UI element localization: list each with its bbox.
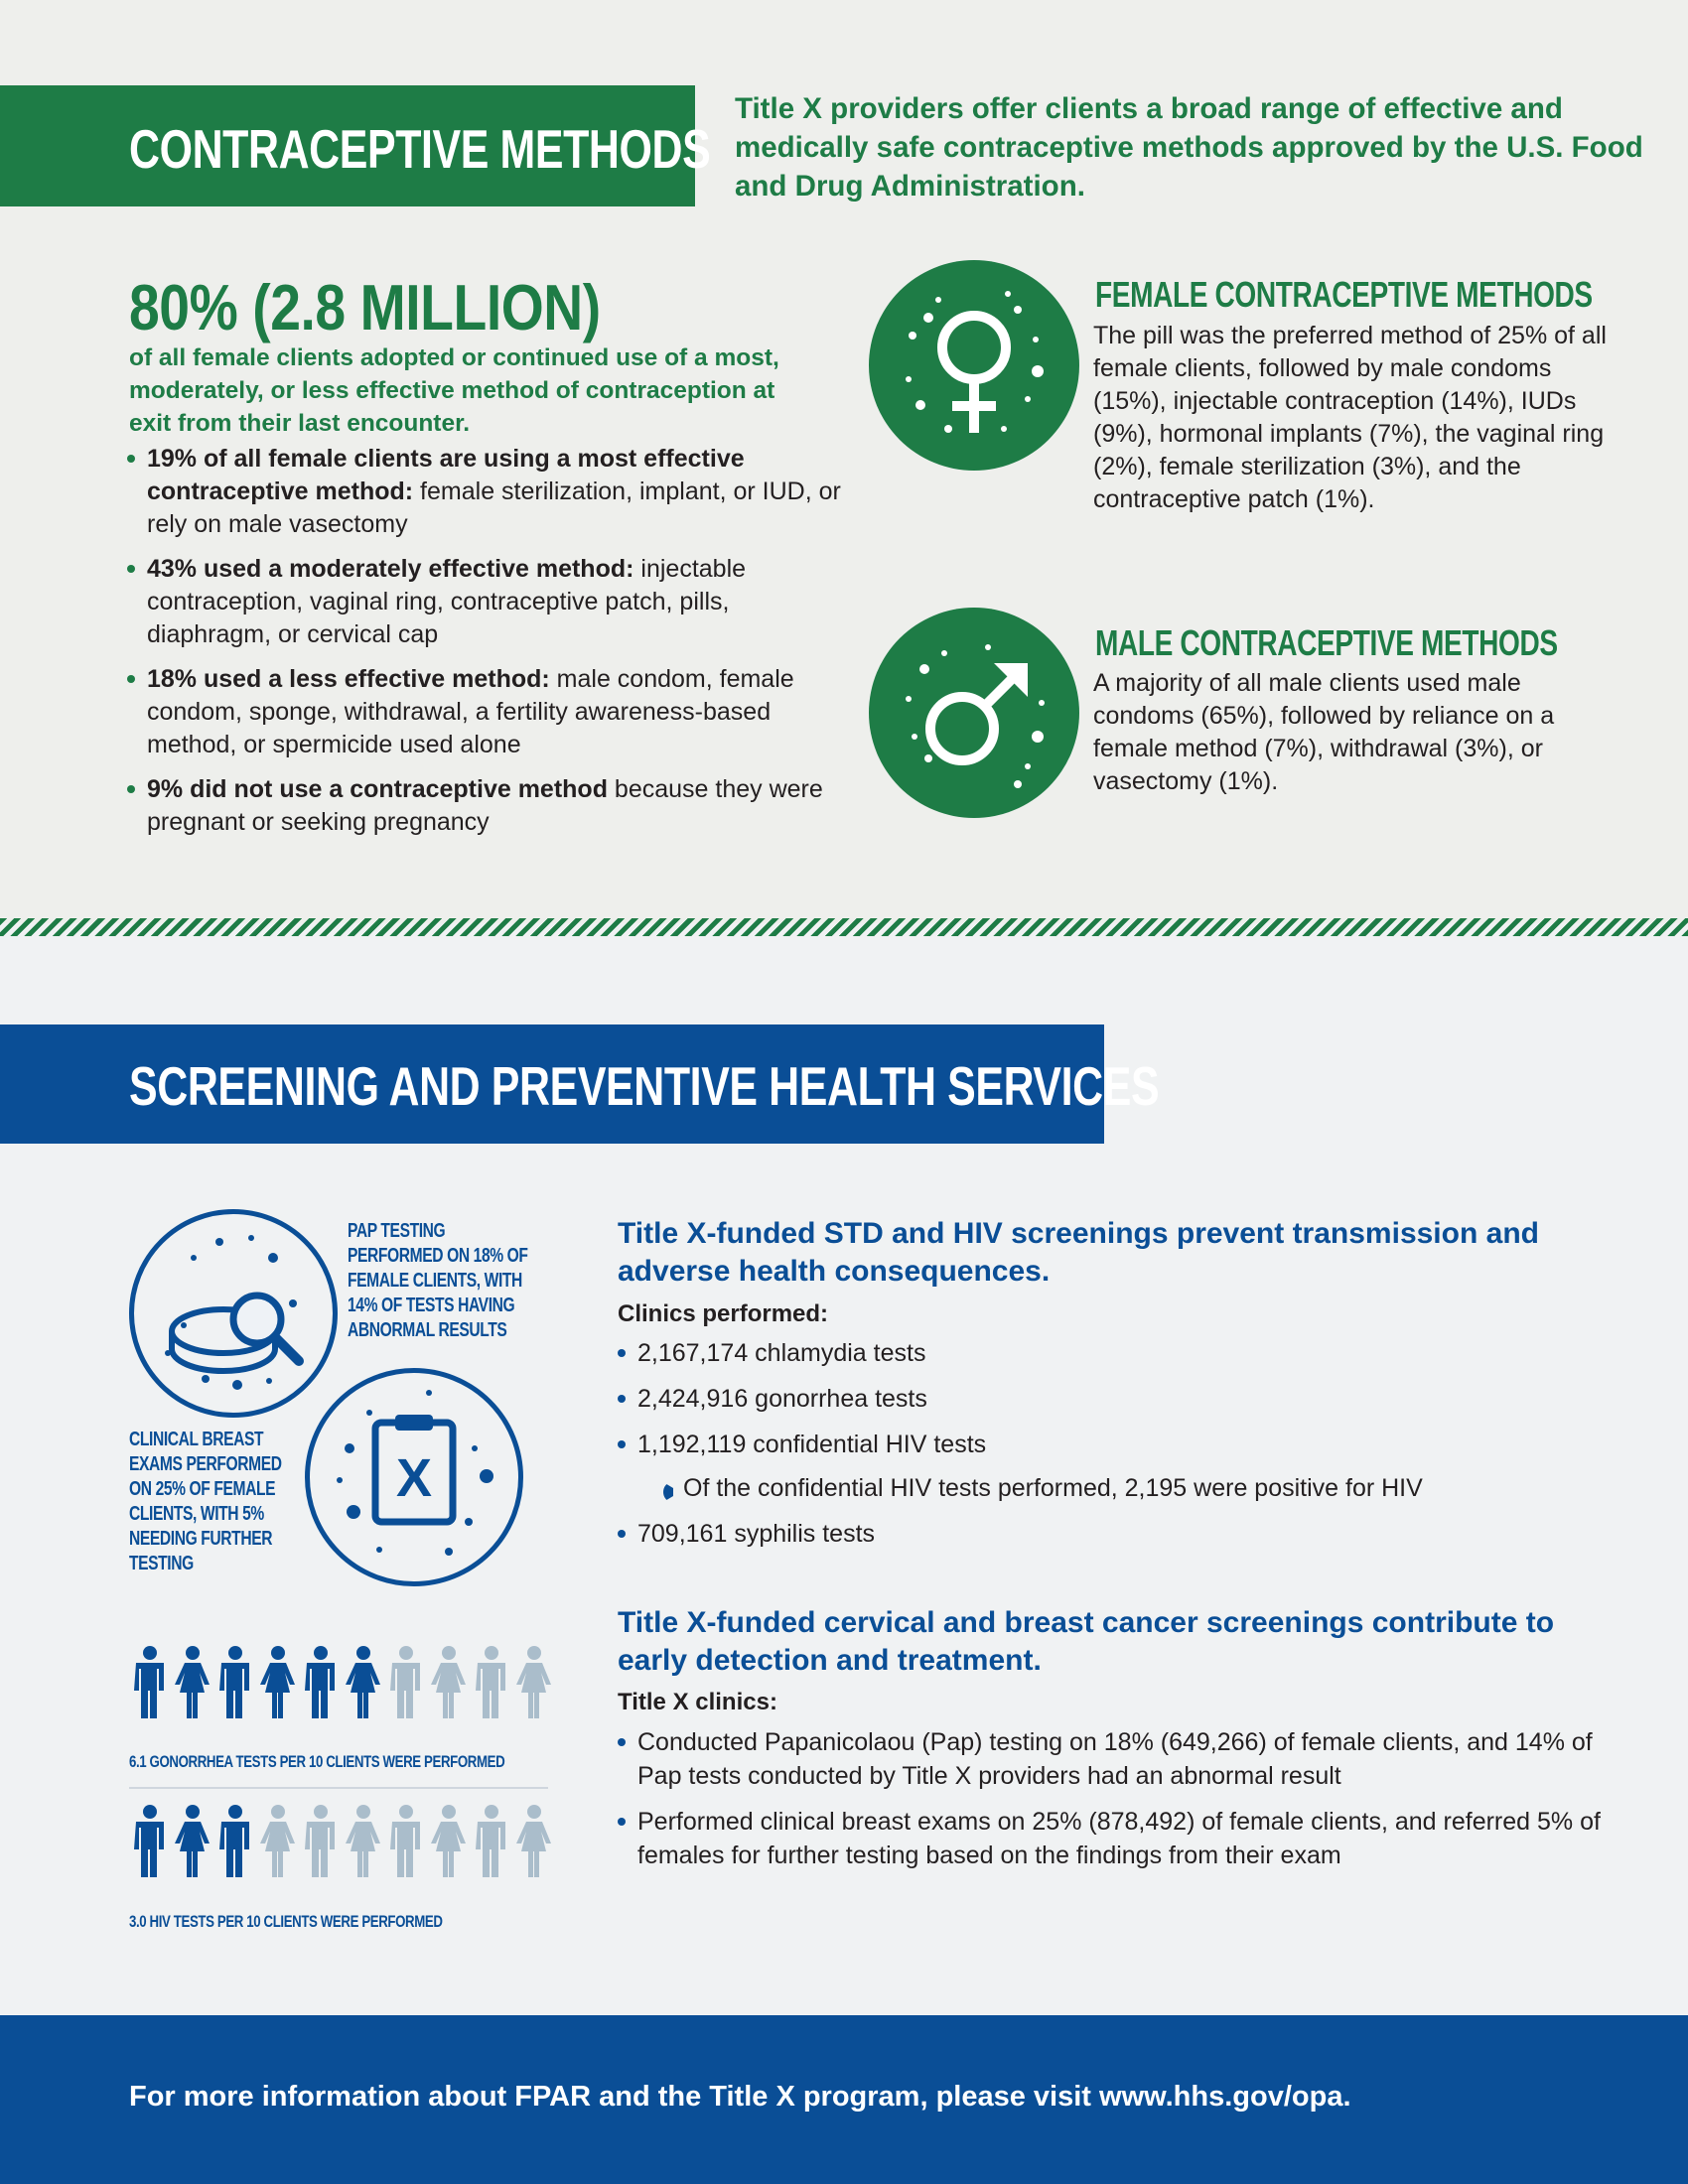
list-item: 19% of all female clients are using a most effective contraceptive method: female sterilization, implant, or IUD, or rely on male vasectomy	[125, 443, 850, 541]
gonorrhea-people-chart	[129, 1646, 556, 1721]
stat-headline: 80% (2.8 MILLION)	[129, 271, 601, 343]
cancer-subheading: Title X clinics:	[618, 1689, 777, 1715]
pap-test-icon	[129, 1209, 338, 1418]
cancer-heading: Title X-funded cervical and breast cancer screenings contribute to early detection and treatment.	[618, 1606, 1555, 1677]
list-item: 2,424,916 gonorrhea tests	[616, 1382, 1618, 1416]
gonorrhea-caption: 6.1 GONORRHEA TESTS PER 10 CLIENTS WERE PERFORMED	[129, 1752, 505, 1771]
contraceptive-intro: Title X providers offer clients a broad range of effective and medically safe contraceptive methods approved by the U.S. Food and Drug Administration.	[735, 92, 1643, 203]
hiv-caption: 3.0 HIV TESTS PER 10 CLIENTS WERE PERFORMED	[129, 1912, 443, 1931]
list-item: 9% did not use a contraceptive method because they were pregnant or seeking pregnancy	[125, 773, 850, 839]
female-person-icon	[516, 1646, 551, 1718]
male-methods-text: A majority of all male clients used male condoms (65%), followed by reliance on a female method (7%), withdrawal (3%), or vasectomy (1%).	[1093, 669, 1555, 795]
male-person-icon	[305, 1646, 335, 1718]
list-item: Performed clinical breast exams on 25% (878,492) of female clients, and referred 5% of females for further testing based on the findings from their exam	[616, 1805, 1609, 1872]
section-divider-hatch	[0, 918, 1688, 936]
female-person-icon	[260, 1646, 295, 1718]
list-item: 43% used a moderately effective method: injectable contraception, vaginal ring, contraceptive patch, pills, diaphragm, or cervical cap	[125, 553, 850, 651]
svg-text:X: X	[395, 1448, 433, 1508]
people-chart-divider	[129, 1787, 548, 1789]
male-person-icon	[219, 1646, 249, 1718]
pap-label: PAP TESTING PERFORMED ON 18% OF FEMALE CLIENTS, WITH 14% OF TESTS HAVING ABNORMAL RESULTS	[348, 1220, 528, 1341]
female-person-icon	[260, 1805, 295, 1877]
list-item: Conducted Papanicolaou (Pap) testing on 18% (649,266) of female clients, and 14% of Pap tests conducted by Title X providers had an abnormal result	[616, 1725, 1609, 1793]
male-person-icon	[219, 1805, 249, 1877]
male-person-icon	[390, 1805, 420, 1877]
list-item: 18% used a less effective method: male condom, female condom, sponge, withdrawal, a fertility awareness-based method, or spermicide used alone	[125, 663, 850, 761]
female-methods-text: The pill was the preferred method of 25% of all female clients, followed by male condoms (15%), injectable contraception (14%), IUDs (9%), hormonal implants (7%), the vaginal ring (2%), female sterilization (3%), and the contraceptive patch (1%).	[1093, 322, 1607, 513]
female-person-icon	[175, 1805, 210, 1877]
std-sublist	[661, 1471, 1615, 1517]
list-item: 709,161 syphilis tests	[616, 1517, 1618, 1551]
male-person-icon	[305, 1805, 335, 1877]
female-person-icon	[346, 1805, 380, 1877]
list-item: 2,167,174 chlamydia tests	[616, 1336, 1618, 1370]
list-item: 1,192,119 confidential HIV tests	[616, 1428, 1618, 1461]
male-person-icon	[476, 1805, 505, 1877]
list-item: Of the confidential HIV tests performed, 2,195 were positive for HIV	[661, 1471, 1615, 1505]
method-bullet-list	[125, 443, 850, 851]
female-symbol-icon	[869, 260, 1079, 471]
male-person-icon	[134, 1646, 164, 1718]
male-person-icon	[476, 1646, 505, 1718]
hiv-people-chart	[129, 1805, 556, 1880]
male-person-icon	[134, 1805, 164, 1877]
clipboard-icon	[305, 1368, 523, 1586]
female-person-icon	[175, 1646, 210, 1718]
female-person-icon	[431, 1646, 466, 1718]
female-methods-title: FEMALE CONTRACEPTIVE METHODS	[1095, 274, 1593, 315]
contraceptive-section-title: CONTRACEPTIVE METHODS	[129, 118, 711, 180]
male-symbol-icon	[869, 608, 1079, 818]
female-person-icon	[431, 1805, 466, 1877]
male-methods-title: MALE CONTRACEPTIVE METHODS	[1095, 622, 1558, 663]
female-person-icon	[346, 1646, 380, 1718]
stat-subtext: of all female clients adopted or continued use of a most, moderately, or less effective method of contraception at exit from their last encounter.	[129, 344, 779, 437]
std-list	[616, 1336, 1618, 1473]
screening-section-title: SCREENING AND PREVENTIVE HEALTH SERVICES	[129, 1055, 1160, 1117]
std-heading: Title X-funded STD and HIV screenings prevent transmission and adverse health consequences.	[618, 1217, 1539, 1288]
female-person-icon	[516, 1805, 551, 1877]
breast-exam-label: CLINICAL BREAST EXAMS PERFORMED ON 25% OF FEMALE CLIENTS, WITH 5% NEEDING FURTHER TESTING	[129, 1429, 282, 1574]
std-subheading: Clinics performed:	[618, 1300, 829, 1327]
std-list-end	[616, 1517, 1618, 1563]
cancer-list	[616, 1725, 1609, 1884]
footer-text: For more information about FPAR and the Title X program, please visit www.hhs.gov/opa.	[129, 2081, 1351, 2113]
male-person-icon	[390, 1646, 420, 1718]
